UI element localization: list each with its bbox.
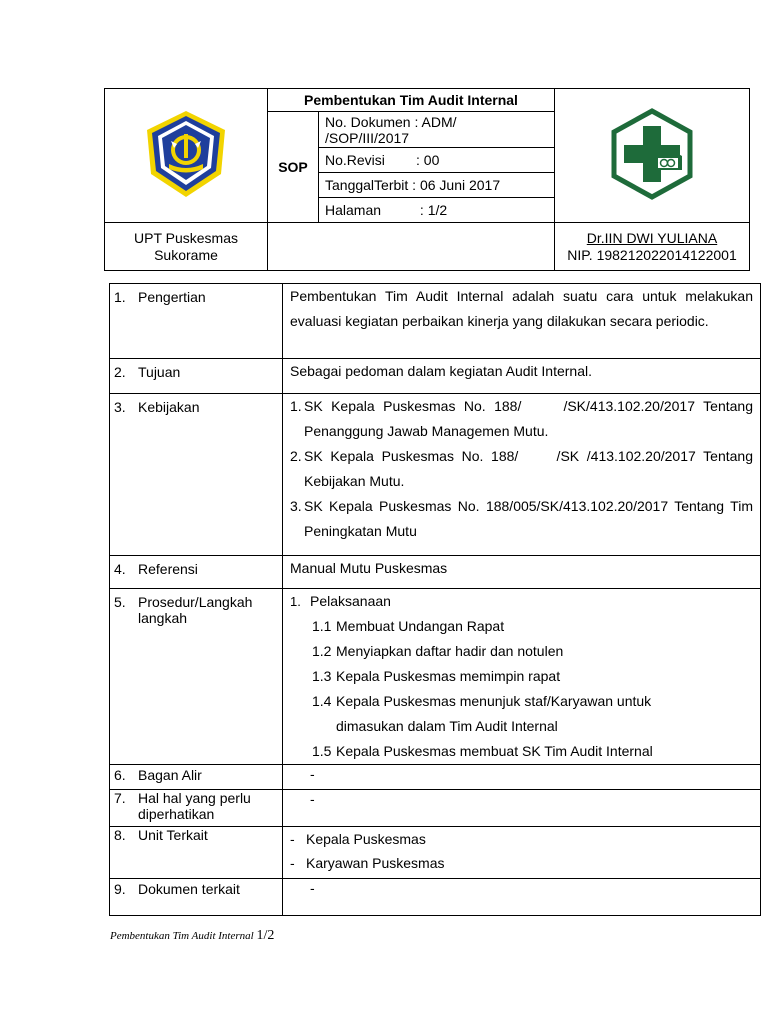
bagan-alir-text: - [283, 765, 761, 790]
signer-block [555, 223, 750, 271]
right-logo-cell [555, 89, 750, 223]
unit-name [105, 223, 268, 271]
dokumen-terkait-text: - [283, 879, 761, 916]
prosedur-heading: 1. Pelaksanaan [290, 593, 391, 609]
sop-label: SOP [268, 112, 319, 223]
puskesmas-logo-icon [610, 108, 694, 200]
prosedur-step: 1.4 Kepala Puskesmas menunjuk staf/Karyawan untuk [312, 693, 652, 709]
no-dokumen [319, 112, 555, 148]
unit-terkait-list [283, 827, 761, 879]
unit-terkait-label: 8. Unit Terkait [110, 827, 283, 879]
unit-line2: Sukorame [154, 246, 218, 263]
prosedur-step: 1.2 Menyiapkan daftar hadir dan notulen [312, 643, 564, 659]
referensi-label: 4. Referensi [110, 556, 283, 589]
prosedur-step: 1.5 Kepala Puskesmas membuat SK Tim Audit Internal [312, 743, 653, 759]
signer-name: Dr.IIN DWI YULIANA [586, 229, 718, 246]
kebijakan-item: 3. SK Kepala Puskesmas No. 188/005/SK/413.102.20/2017 Tentang Tim Peningkatan Mutu [290, 498, 753, 539]
pengertian-label: 1. Pengertian [110, 284, 283, 359]
no-revisi: No.Revisi : 00 [319, 148, 555, 173]
regional-emblem-icon [141, 108, 231, 200]
kebijakan-item: 2. SK Kepala Puskesmas No. 188/ /SK /413.102.20/2017 Tentang Kebijakan Mutu. [290, 448, 757, 489]
kebijakan-item: 1. SK Kepala Puskesmas No. 188/ /SK/413.102.20/2017 Tentang Penanggung Jawab Managemen Mutu. [290, 398, 757, 439]
sop-header-table [104, 88, 750, 271]
footer-title: Pembentukan Tim Audit Internal [110, 930, 254, 942]
prosedur-step: 1.3 Kepala Puskesmas memimpin rapat [312, 668, 561, 684]
hal-hal-label: 7. Hal hal yang perlu diperhatikan [110, 790, 283, 827]
prosedur-step-continuation: dimasukan dalam Tim Audit Internal [336, 718, 558, 734]
no-dokumen-line1: No. Dokumen : ADM/ [325, 113, 457, 130]
referensi-text: Manual Mutu Puskesmas [283, 556, 761, 589]
tanggal-terbit: TanggalTerbit : 06 Juni 2017 [319, 173, 555, 198]
kebijakan-label: 3. Kebijakan [110, 394, 283, 556]
no-dokumen-line2: /SOP/III/2017 [325, 129, 410, 146]
left-logo-cell [105, 89, 268, 223]
hal-hal-text: - [283, 790, 761, 827]
footer-page-number: 1/2 [256, 928, 275, 943]
tujuan-text: Sebagai pedoman dalam kegiatan Audit Internal. [283, 359, 761, 394]
pengertian-text: Pembentukan Tim Audit Internal adalah suatu cara untuk melakukan evaluasi kegiatan perbaikan kinerja yang dilakukan secara periodic. [283, 284, 761, 359]
blank-signature-cell [268, 223, 555, 271]
prosedur-list [283, 589, 761, 765]
prosedur-step: 1.1 Membuat Undangan Rapat [312, 618, 505, 634]
document-title: Pembentukan Tim Audit Internal [268, 89, 555, 112]
page-footer [110, 928, 274, 944]
kebijakan-list [283, 394, 761, 556]
prosedur-label: 5. Prosedur/Langkah langkah [110, 589, 283, 765]
signer-nip: NIP. 198212022014122001 [567, 246, 737, 263]
unit-terkait-item: - Karyawan Puskesmas [290, 855, 445, 871]
bagan-alir-label: 6. Bagan Alir [110, 765, 283, 790]
dokumen-terkait-label: 9. Dokumen terkait [110, 879, 283, 916]
unit-line1: UPT Puskesmas [134, 229, 238, 246]
tujuan-label: 2. Tujuan [110, 359, 283, 394]
unit-terkait-item: - Kepala Puskesmas [290, 831, 426, 847]
halaman: Halaman : 1/2 [319, 198, 555, 223]
sop-content-table [109, 283, 761, 916]
